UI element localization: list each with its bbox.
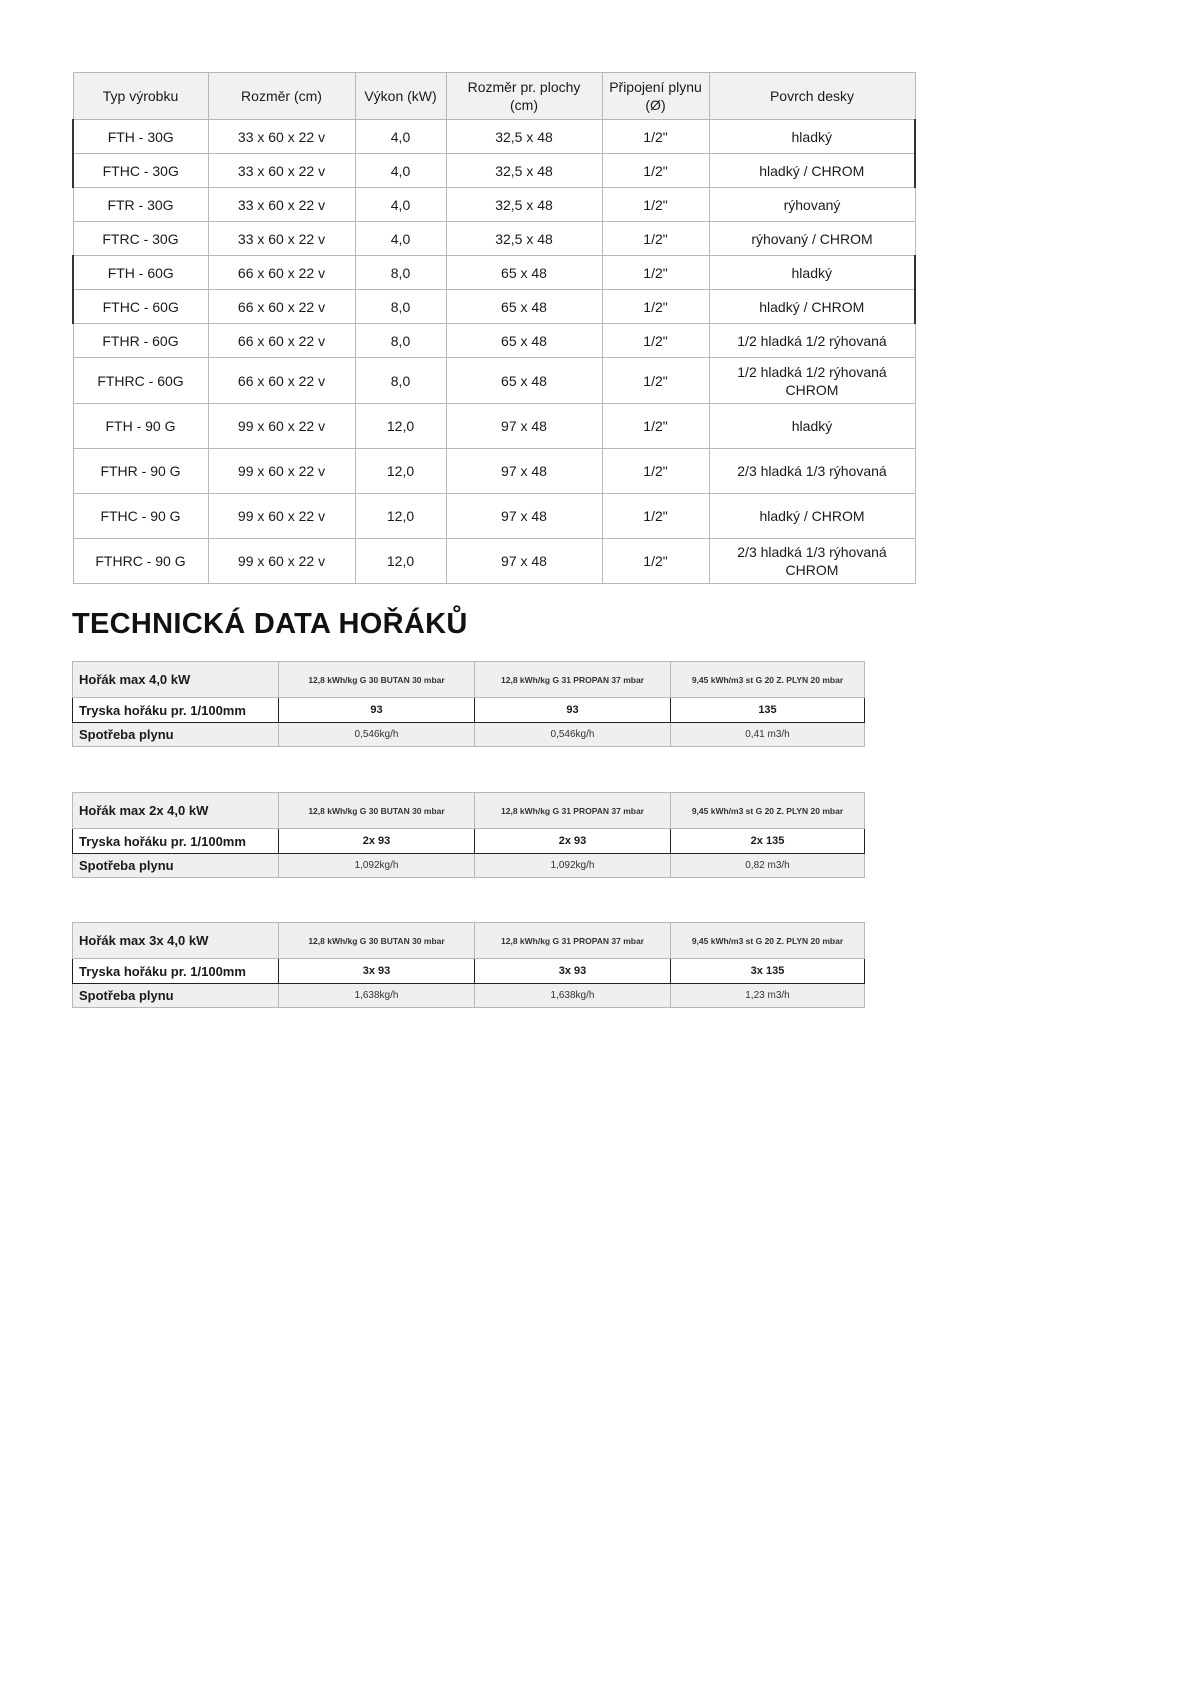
plate-surface-finish: CHROM (785, 562, 839, 578)
cell-dimensions: 99 x 60 x 22 v (208, 404, 355, 449)
cell-product-type: FTHR - 60G (73, 324, 208, 358)
cell-surface-dimensions: 97 x 48 (446, 449, 602, 494)
consumption-value-butane: 0,546kg/h (279, 723, 475, 747)
gas-header-natural-gas: 9,45 kWh/m3 st G 20 Z. PLYN 20 mbar (671, 793, 865, 829)
cell-product-type: FTR - 30G (73, 188, 208, 222)
nozzle-value-propane: 3x 93 (475, 959, 671, 984)
consumption-value-natural-gas: 0,41 m3/h (671, 723, 865, 747)
cell-gas-connection: 1/2" (602, 188, 709, 222)
product-table-header-row (73, 73, 915, 120)
cell-surface-dimensions: 32,5 x 48 (446, 222, 602, 256)
cell-dimensions: 99 x 60 x 22 v (208, 494, 355, 539)
burner-title: Hořák max 3x 4,0 kW (73, 923, 279, 959)
header-plate-surface: Povrch desky (709, 73, 915, 120)
cell-plate-surface: rýhovaný (709, 188, 915, 222)
cell-plate-surface: hladký / CHROM (709, 154, 915, 188)
consumption-value-butane: 1,638kg/h (279, 984, 475, 1008)
consumption-value-natural-gas: 0,82 m3/h (671, 854, 865, 878)
table-row (73, 358, 915, 404)
plate-surface-line: 1/2 hladká 1/2 rýhovaná (737, 363, 887, 380)
nozzle-row (73, 829, 865, 854)
consumption-row (73, 854, 865, 878)
gas-header-butane: 12,8 kWh/kg G 30 BUTAN 30 mbar (279, 923, 475, 959)
consumption-value-butane: 1,092kg/h (279, 854, 475, 878)
cell-surface-dimensions: 97 x 48 (446, 494, 602, 539)
cell-product-type: FTHC - 60G (73, 290, 208, 324)
cell-surface-dimensions: 65 x 48 (446, 290, 602, 324)
table-row (73, 154, 915, 188)
cell-surface-dimensions: 97 x 48 (446, 404, 602, 449)
cell-dimensions: 33 x 60 x 22 v (208, 154, 355, 188)
cell-power: 4,0 (355, 154, 446, 188)
cell-gas-connection: 1/2" (602, 404, 709, 449)
cell-product-type: FTRC - 30G (73, 222, 208, 256)
cell-gas-connection: 1/2" (602, 324, 709, 358)
cell-surface-dimensions: 65 x 48 (446, 324, 602, 358)
cell-power: 12,0 (355, 404, 446, 449)
burner-header-row (73, 923, 865, 959)
cell-product-type: FTHR - 90 G (73, 449, 208, 494)
cell-surface-dimensions: 97 x 48 (446, 539, 602, 584)
gas-header-butane: 12,8 kWh/kg G 30 BUTAN 30 mbar (279, 793, 475, 829)
consumption-row (73, 723, 865, 747)
cell-plate-surface: 1/2 hladká 1/2 rýhovaná (709, 324, 915, 358)
header-power: Výkon (kW) (355, 73, 446, 120)
cell-product-type: FTHRC - 60G (73, 358, 208, 404)
cell-plate-surface: rýhovaný / CHROM (709, 222, 915, 256)
table-row (73, 539, 915, 584)
nozzle-value-natural-gas: 135 (671, 698, 865, 723)
table-row (73, 120, 915, 154)
section-title: TECHNICKÁ DATA HOŘÁKŮ (72, 608, 468, 640)
cell-power: 4,0 (355, 222, 446, 256)
cell-gas-connection: 1/2" (602, 290, 709, 324)
cell-plate-surface: hladký (709, 404, 915, 449)
gas-header-butane: 12,8 kWh/kg G 30 BUTAN 30 mbar (279, 662, 475, 698)
nozzle-row (73, 959, 865, 984)
header-gas-connection: Připojení plynu (Ø) (602, 73, 709, 120)
plate-surface-line: 2/3 hladká 1/3 rýhovaná (737, 544, 887, 560)
burner-title: Hořák max 2x 4,0 kW (73, 793, 279, 829)
consumption-value-propane: 1,092kg/h (475, 854, 671, 878)
burner-table-3 (72, 922, 865, 1008)
cell-plate-surface: hladký / CHROM (709, 494, 915, 539)
cell-plate-surface: hladký (709, 256, 915, 290)
cell-power: 8,0 (355, 358, 446, 404)
cell-dimensions: 99 x 60 x 22 v (208, 449, 355, 494)
nozzle-row (73, 698, 865, 723)
cell-dimensions: 33 x 60 x 22 v (208, 188, 355, 222)
burner-header-row (73, 662, 865, 698)
nozzle-label: Tryska hořáku pr. 1/100mm (73, 959, 279, 984)
gas-header-natural-gas: 9,45 kWh/m3 st G 20 Z. PLYN 20 mbar (671, 662, 865, 698)
cell-gas-connection: 1/2" (602, 120, 709, 154)
cell-gas-connection: 1/2" (602, 222, 709, 256)
gas-header-natural-gas: 9,45 kWh/m3 st G 20 Z. PLYN 20 mbar (671, 923, 865, 959)
cell-power: 8,0 (355, 290, 446, 324)
cell-power: 8,0 (355, 256, 446, 290)
consumption-label: Spotřeba plynu (73, 854, 279, 878)
cell-power: 12,0 (355, 449, 446, 494)
nozzle-value-butane: 93 (279, 698, 475, 723)
table-row (73, 290, 915, 324)
cell-gas-connection: 1/2" (602, 494, 709, 539)
cell-surface-dimensions: 32,5 x 48 (446, 188, 602, 222)
burner-table-2 (72, 792, 865, 878)
cell-product-type: FTH - 90 G (73, 404, 208, 449)
cell-surface-dimensions: 32,5 x 48 (446, 120, 602, 154)
consumption-value-natural-gas: 1,23 m3/h (671, 984, 865, 1008)
cell-plate-surface (709, 358, 915, 404)
nozzle-label: Tryska hořáku pr. 1/100mm (73, 698, 279, 723)
cell-gas-connection: 1/2" (602, 256, 709, 290)
table-row (73, 188, 915, 222)
gas-header-propane: 12,8 kWh/kg G 31 PROPAN 37 mbar (475, 662, 671, 698)
consumption-row (73, 984, 865, 1008)
header-surface-dimensions: Rozměr pr. plochy (cm) (446, 73, 602, 120)
table-row (73, 404, 915, 449)
nozzle-value-propane: 2x 93 (475, 829, 671, 854)
consumption-value-propane: 0,546kg/h (475, 723, 671, 747)
cell-surface-dimensions: 65 x 48 (446, 256, 602, 290)
table-row (73, 494, 915, 539)
cell-gas-connection: 1/2" (602, 154, 709, 188)
cell-power: 8,0 (355, 324, 446, 358)
header-product-type: Typ výrobku (73, 73, 208, 120)
cell-gas-connection: 1/2" (602, 358, 709, 404)
consumption-label: Spotřeba plynu (73, 723, 279, 747)
nozzle-value-natural-gas: 2x 135 (671, 829, 865, 854)
cell-product-type: FTHRC - 90 G (73, 539, 208, 584)
cell-power: 4,0 (355, 188, 446, 222)
cell-plate-surface (709, 539, 915, 584)
plate-surface-finish: CHROM (785, 381, 839, 398)
cell-dimensions: 99 x 60 x 22 v (208, 539, 355, 584)
cell-dimensions: 66 x 60 x 22 v (208, 324, 355, 358)
cell-gas-connection: 1/2" (602, 539, 709, 584)
nozzle-value-propane: 93 (475, 698, 671, 723)
cell-dimensions: 33 x 60 x 22 v (208, 222, 355, 256)
cell-plate-surface: 2/3 hladká 1/3 rýhovaná (709, 449, 915, 494)
burner-header-row (73, 793, 865, 829)
cell-surface-dimensions: 32,5 x 48 (446, 154, 602, 188)
cell-dimensions: 33 x 60 x 22 v (208, 120, 355, 154)
table-row (73, 449, 915, 494)
burner-table-1 (72, 661, 865, 747)
nozzle-value-natural-gas: 3x 135 (671, 959, 865, 984)
cell-power: 4,0 (355, 120, 446, 154)
table-row (73, 256, 915, 290)
cell-dimensions: 66 x 60 x 22 v (208, 358, 355, 404)
table-row (73, 324, 915, 358)
cell-power: 12,0 (355, 494, 446, 539)
nozzle-value-butane: 3x 93 (279, 959, 475, 984)
header-dimensions: Rozměr (cm) (208, 73, 355, 120)
gas-header-propane: 12,8 kWh/kg G 31 PROPAN 37 mbar (475, 923, 671, 959)
cell-plate-surface: hladký / CHROM (709, 290, 915, 324)
cell-surface-dimensions: 65 x 48 (446, 358, 602, 404)
cell-dimensions: 66 x 60 x 22 v (208, 290, 355, 324)
nozzle-value-butane: 2x 93 (279, 829, 475, 854)
gas-header-propane: 12,8 kWh/kg G 31 PROPAN 37 mbar (475, 793, 671, 829)
cell-product-type: FTH - 60G (73, 256, 208, 290)
cell-product-type: FTH - 30G (73, 120, 208, 154)
table-row (73, 222, 915, 256)
cell-gas-connection: 1/2" (602, 449, 709, 494)
cell-plate-surface: hladký (709, 120, 915, 154)
consumption-label: Spotřeba plynu (73, 984, 279, 1008)
consumption-value-propane: 1,638kg/h (475, 984, 671, 1008)
cell-product-type: FTHC - 90 G (73, 494, 208, 539)
cell-dimensions: 66 x 60 x 22 v (208, 256, 355, 290)
burner-title: Hořák max 4,0 kW (73, 662, 279, 698)
product-spec-table (72, 72, 916, 584)
cell-power: 12,0 (355, 539, 446, 584)
nozzle-label: Tryska hořáku pr. 1/100mm (73, 829, 279, 854)
cell-product-type: FTHC - 30G (73, 154, 208, 188)
